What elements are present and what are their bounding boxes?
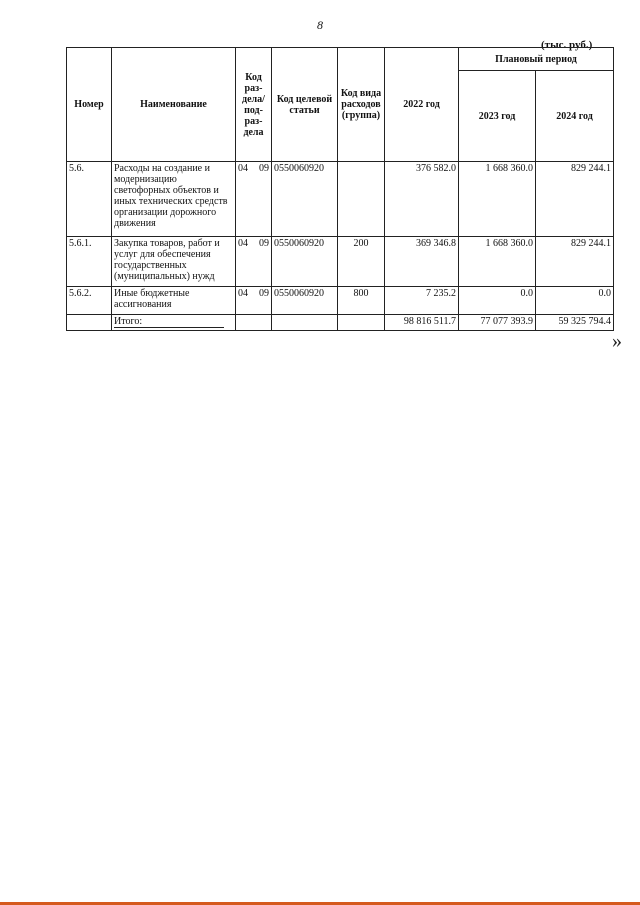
budget-table	[66, 47, 614, 331]
row-number: 5.6.1.	[67, 237, 112, 287]
table-row	[67, 162, 614, 237]
row-section-code	[236, 287, 272, 315]
row-value-2023: 1 668 360.0	[459, 162, 536, 237]
row-number: 5.6.	[67, 162, 112, 237]
row-expense-type: 800	[338, 287, 385, 315]
total-label-cell	[112, 315, 236, 331]
units-label: (тыс. руб.)	[541, 39, 593, 51]
row-value-2024: 829 244.1	[536, 237, 614, 287]
row-target-code: 0550060920	[272, 287, 338, 315]
table-row	[67, 287, 614, 315]
total-number-cell	[67, 315, 112, 331]
row-name: Иные бюджетные ассигнования	[112, 287, 236, 315]
row-value-2023: 0.0	[459, 287, 536, 315]
header-plan-period: Плановый период	[459, 48, 614, 71]
total-value-2022: 98 816 511.7	[385, 315, 459, 331]
header-section-code: Код раз-дела/ под-раз-дела	[236, 48, 272, 162]
section-code: 04	[238, 288, 248, 299]
row-target-code: 0550060920	[272, 237, 338, 287]
header-target-code: Код целевой статьи	[272, 48, 338, 162]
row-number: 5.6.2.	[67, 287, 112, 315]
row-expense-type	[338, 162, 385, 237]
header-year-2023: 2023 год	[459, 71, 536, 162]
total-value-2023: 77 077 393.9	[459, 315, 536, 331]
row-value-2024: 0.0	[536, 287, 614, 315]
row-expense-type: 200	[338, 237, 385, 287]
header-number: Номер	[67, 48, 112, 162]
subsection-code: 09	[259, 288, 269, 299]
continue-arrow-icon: »	[612, 330, 616, 352]
total-label: Итого:	[114, 316, 224, 328]
header-expense-type-code: Код вида расходов (группа)	[338, 48, 385, 162]
row-target-code: 0550060920	[272, 162, 338, 237]
table-row	[67, 237, 614, 287]
total-expense-cell	[338, 315, 385, 331]
subsection-code: 09	[259, 238, 269, 249]
page-number: 8	[317, 18, 323, 32]
total-value-2024: 59 325 794.4	[536, 315, 614, 331]
section-code: 04	[238, 163, 248, 174]
row-name: Расходы на создание и модернизацию светофорных объектов и иных технических средств организации дорожного движения	[112, 162, 236, 237]
total-section-cell	[236, 315, 272, 331]
total-target-cell	[272, 315, 338, 331]
row-value-2023: 1 668 360.0	[459, 237, 536, 287]
subsection-code: 09	[259, 163, 269, 174]
row-section-code	[236, 237, 272, 287]
row-value-2022: 7 235.2	[385, 287, 459, 315]
section-code: 04	[238, 238, 248, 249]
row-value-2022: 369 346.8	[385, 237, 459, 287]
header-year-2024: 2024 год	[536, 71, 614, 162]
row-section-code	[236, 162, 272, 237]
total-row	[67, 315, 614, 331]
row-value-2024: 829 244.1	[536, 162, 614, 237]
row-name: Закупка товаров, работ и услуг для обеспечения государственных (муниципальных) нужд	[112, 237, 236, 287]
header-year-2022: 2022 год	[385, 48, 459, 162]
row-value-2022: 376 582.0	[385, 162, 459, 237]
header-name: Наименование	[112, 48, 236, 162]
